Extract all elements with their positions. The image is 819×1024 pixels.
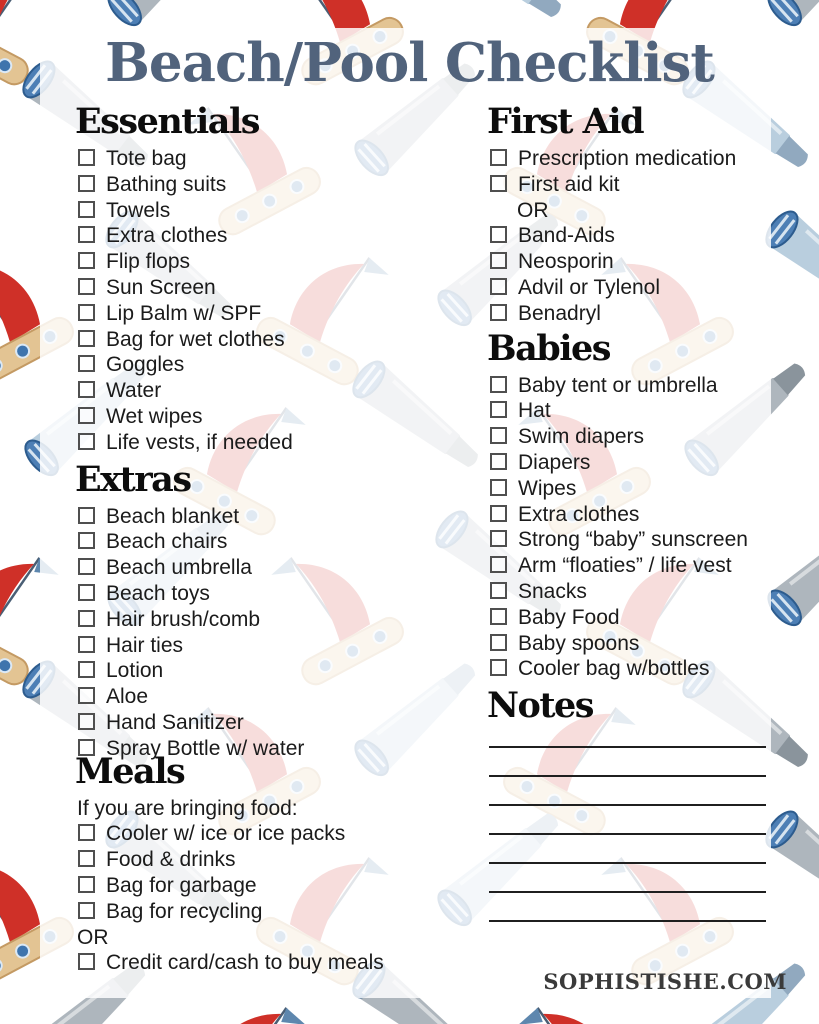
- item-checkbox[interactable]: [78, 584, 95, 601]
- text-line: [77, 925, 449, 951]
- item-label: Wet wipes: [106, 404, 203, 428]
- item-label: Baby spoons: [518, 631, 640, 655]
- item-checkbox[interactable]: [78, 824, 95, 841]
- item-label: Water: [106, 379, 162, 403]
- item-label: Flip flops: [106, 250, 191, 274]
- notes-lines: [489, 746, 766, 949]
- item-checkbox[interactable]: [78, 902, 95, 919]
- note-line: [489, 891, 766, 920]
- item-label: Diapers: [518, 450, 591, 474]
- item-label: First aid kit: [518, 172, 620, 196]
- checklist-item: [77, 198, 449, 224]
- checklist-item: [77, 555, 449, 581]
- item-label: Bag for wet clothes: [106, 327, 285, 351]
- note-line: [489, 833, 766, 862]
- checklist-item: [77, 633, 449, 659]
- checklist-item: [77, 327, 449, 353]
- item-checkbox[interactable]: [78, 175, 95, 192]
- item-checkbox[interactable]: [78, 876, 95, 893]
- item-checkbox[interactable]: [78, 687, 95, 704]
- checklist-item: [489, 450, 789, 476]
- item-label: Goggles: [106, 353, 185, 377]
- item-label: OR: [517, 198, 549, 222]
- item-label: Advil or Tylenol: [518, 275, 661, 299]
- telescope-icon: [762, 0, 819, 31]
- item-checkbox[interactable]: [490, 505, 507, 522]
- note-line: [489, 775, 766, 804]
- item-checkbox[interactable]: [78, 507, 95, 524]
- item-checkbox[interactable]: [78, 532, 95, 549]
- item-checkbox[interactable]: [490, 401, 507, 418]
- item-label: Lotion: [106, 659, 164, 683]
- item-checkbox[interactable]: [78, 713, 95, 730]
- section-heading-babies: Babies: [487, 327, 611, 369]
- checklist-item: [489, 424, 789, 450]
- checklist-item: [489, 275, 789, 301]
- note-line: [489, 746, 766, 775]
- checklist-item: [489, 249, 789, 275]
- page-title: Beach/Pool Checklist: [105, 32, 714, 94]
- section-heading-extras: Extras: [75, 458, 191, 500]
- section-heading-notes: Notes: [487, 685, 593, 727]
- item-checkbox[interactable]: [78, 850, 95, 867]
- item-checkbox[interactable]: [78, 355, 95, 372]
- item-label: Arm “floaties” / life vest: [518, 554, 732, 578]
- checklist-item: [77, 529, 449, 555]
- checklist-item: [489, 476, 789, 502]
- item-label: Swim diapers: [518, 425, 645, 449]
- item-label: Band-Aids: [518, 224, 615, 248]
- checklist-item: [77, 581, 449, 607]
- text-line: [489, 198, 789, 224]
- item-label: Bag for garbage: [106, 873, 257, 897]
- note-line: [489, 804, 766, 833]
- checklist-item: [489, 527, 789, 553]
- checklist-item: [489, 172, 789, 198]
- item-checkbox[interactable]: [78, 953, 95, 970]
- checklist-first-aid: [489, 146, 789, 327]
- item-label: Beach umbrella: [106, 556, 252, 580]
- item-checkbox[interactable]: [490, 175, 507, 192]
- right-column: [489, 102, 789, 949]
- checklist-item: [77, 950, 449, 976]
- item-label: Sun Screen: [106, 275, 216, 299]
- telescope-icon: [102, 0, 239, 31]
- checklist-item: [77, 899, 449, 925]
- checklist-item: [489, 146, 789, 172]
- item-label: Baby tent or umbrella: [518, 373, 718, 397]
- item-label: Cooler w/ ice or ice packs: [106, 822, 346, 846]
- item-checkbox[interactable]: [490, 453, 507, 470]
- checklist-item: [489, 223, 789, 249]
- item-checkbox[interactable]: [78, 252, 95, 269]
- checklist-item: [489, 398, 789, 424]
- item-label: Hair ties: [106, 633, 184, 657]
- item-checkbox[interactable]: [78, 278, 95, 295]
- item-label: Beach chairs: [106, 530, 228, 554]
- checklist-item: [489, 579, 789, 605]
- checklist-meals: [77, 796, 449, 977]
- item-label: Baby Food: [518, 605, 620, 629]
- item-label: Bag for recycling: [106, 899, 263, 923]
- item-checkbox[interactable]: [490, 304, 507, 321]
- item-label: Hair brush/comb: [106, 607, 261, 631]
- item-checkbox[interactable]: [490, 479, 507, 496]
- checklist-item: [77, 352, 449, 378]
- item-checkbox[interactable]: [78, 381, 95, 398]
- item-label: Bathing suits: [106, 172, 227, 196]
- item-label: Spray Bottle w/ water: [106, 736, 305, 760]
- checklist-item: [77, 249, 449, 275]
- checklist-item: [77, 223, 449, 249]
- checklist-item: [77, 710, 449, 736]
- item-checkbox[interactable]: [490, 226, 507, 243]
- item-checkbox[interactable]: [78, 661, 95, 678]
- item-checkbox[interactable]: [490, 659, 507, 676]
- item-checkbox[interactable]: [490, 427, 507, 444]
- checklist-item: [77, 873, 449, 899]
- checklist-babies: [489, 373, 789, 683]
- checklist-item: [77, 172, 449, 198]
- item-label: Hat: [518, 399, 551, 423]
- checklist-item: [77, 504, 449, 530]
- item-label: Food & drinks: [106, 848, 236, 872]
- checklist-item: [77, 658, 449, 684]
- item-checkbox[interactable]: [490, 376, 507, 393]
- item-checkbox[interactable]: [490, 634, 507, 651]
- item-checkbox[interactable]: [490, 252, 507, 269]
- item-label: Snacks: [518, 579, 587, 603]
- checklist-item: [489, 373, 789, 399]
- telescope-icon: [430, 0, 571, 29]
- item-label: Credit card/cash to buy meals: [106, 951, 384, 975]
- section-heading-essentials: Essentials: [75, 101, 259, 142]
- item-checkbox[interactable]: [78, 433, 95, 450]
- checklist-item: [489, 553, 789, 579]
- item-checkbox[interactable]: [78, 304, 95, 321]
- text-line: [77, 796, 449, 822]
- item-checkbox[interactable]: [78, 610, 95, 627]
- item-checkbox[interactable]: [78, 330, 95, 347]
- checklist-item: [77, 607, 449, 633]
- item-label: Wipes: [518, 476, 577, 500]
- item-checkbox[interactable]: [78, 636, 95, 653]
- item-checkbox[interactable]: [490, 530, 507, 547]
- item-label: Aloe: [106, 685, 149, 709]
- item-checkbox[interactable]: [78, 149, 95, 166]
- section-heading-first-aid: First Aid: [487, 101, 644, 142]
- checklist-item: [489, 605, 789, 631]
- item-label: If you are bringing food:: [77, 796, 298, 820]
- item-checkbox[interactable]: [490, 278, 507, 295]
- item-label: Cooler bag w/bottles: [518, 657, 710, 681]
- item-label: Hand Sanitizer: [106, 710, 244, 734]
- left-column: [77, 102, 449, 976]
- item-checkbox[interactable]: [78, 558, 95, 575]
- checklist-item: [77, 847, 449, 873]
- note-line: [489, 862, 766, 891]
- item-label: Neosporin: [518, 250, 614, 274]
- item-label: Beach toys: [106, 581, 210, 605]
- item-label: Extra clothes: [518, 502, 640, 526]
- item-label: OR: [77, 925, 109, 949]
- checklist-item: [77, 146, 449, 172]
- checklist-item: [489, 656, 789, 682]
- item-label: Lip Balm w/ SPF: [106, 301, 262, 325]
- checklist-item: [77, 821, 449, 847]
- checklist-extras: [77, 504, 449, 762]
- note-line: [489, 920, 766, 949]
- item-label: Beach blanket: [106, 504, 240, 528]
- item-label: Tote bag: [106, 147, 187, 170]
- item-checkbox[interactable]: [490, 149, 507, 166]
- item-checkbox[interactable]: [78, 226, 95, 243]
- checklist-item: [77, 430, 449, 456]
- item-checkbox[interactable]: [78, 201, 95, 218]
- item-checkbox[interactable]: [490, 556, 507, 573]
- item-label: Strong “baby” sunscreen: [518, 528, 748, 552]
- section-heading-meals: Meals: [75, 750, 185, 792]
- checklist-item: [77, 684, 449, 710]
- item-label: Towels: [106, 198, 171, 222]
- checklist-item: [77, 404, 449, 430]
- checklist-item: [77, 275, 449, 301]
- item-checkbox[interactable]: [78, 407, 95, 424]
- item-checkbox[interactable]: [490, 608, 507, 625]
- item-label: Prescription medication: [518, 147, 737, 170]
- checklist-item: [489, 631, 789, 657]
- checklist-item: [489, 502, 789, 528]
- site-credit: SOPHISTISHE.COM: [543, 969, 787, 994]
- checklist-item: [77, 301, 449, 327]
- checklist-item: [489, 301, 789, 327]
- item-label: Benadryl: [518, 301, 601, 325]
- item-label: Life vests, if needed: [106, 430, 293, 454]
- checklist-item: [77, 378, 449, 404]
- checklist-essentials: [77, 146, 449, 456]
- item-label: Extra clothes: [106, 224, 228, 248]
- item-checkbox[interactable]: [490, 582, 507, 599]
